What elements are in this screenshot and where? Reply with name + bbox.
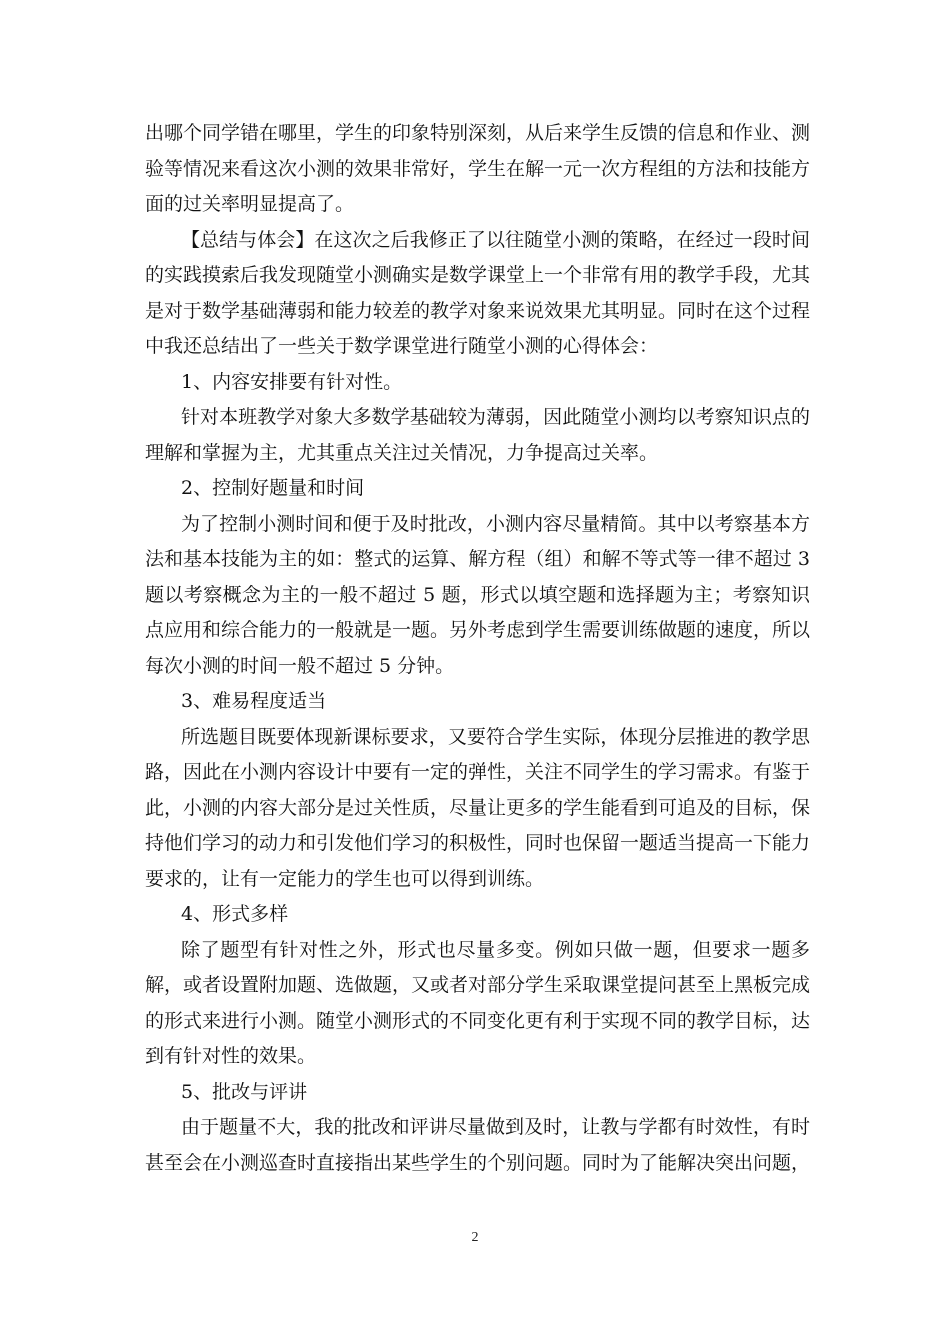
- section-heading-3: 3、难易程度适当: [181, 690, 327, 712]
- paragraph-continuation: 出哪个同学错在哪里，学生的印象特别深刻，从后来学生反馈的信息和作业、测验等情况来看这次小测的效果非常好，学生在解一元一次方程组的方法和技能方面的过关率明显提高了。: [145, 122, 811, 215]
- page-number: 2: [471, 1230, 479, 1245]
- paragraph-section-2: 为了控制小测时间和便于及时批改，小测内容尽量精简。其中以考察基本方法和基本技能为主的如：整式的运算、解方程（组）和解不等式等一律不超过 3 题以考察概念为主的一般不超过 5 题，形式以填空题和选择题为主；考察知识点应用和综合能力的一般就是一题。另外考虑到学生需要训练做题的速度，所以每次小测的时间一般不超过 5 分钟。: [145, 512, 811, 677]
- section-heading-2: 2、控制好题量和时间: [181, 477, 365, 499]
- paragraph-section-1: 针对本班教学对象大多数学基础较为薄弱，因此随堂小测均以考察知识点的理解和掌握为主，尤其重点关注过关情况，力争提高过关率。: [145, 406, 810, 464]
- paragraph-summary: 【总结与体会】在这次之后我修正了以往随堂小测的策略，在经过一段时间的实践摸索后我发现随堂小测确实是数学课堂上一个非常有用的教学手段，尤其是对于数学基础薄弱和能力较差的教学对象来说效果尤其明显。同时在这个过程中我还总结出了一些关于数学课堂进行随堂小测的心得体会：: [145, 228, 811, 357]
- section-heading-4: 4、形式多样: [181, 903, 289, 925]
- paragraph-section-5: 由于题量不大，我的批改和评讲尽量做到及时，让教与学都有时效性，有时甚至会在小测巡查时直接指出某些学生的个别问题。同时为了能解决突出问题，: [145, 1116, 811, 1174]
- section-heading-1: 1、内容安排要有针对性。: [181, 370, 403, 393]
- page-body: [145, 116, 810, 1181]
- paragraph-section-4: 除了题型有针对性之外，形式也尽量多变。例如只做一题，但要求一题多解，或者设置附加题、选做题，又或者对部分学生采取课堂提问甚至上黑板完成的形式来进行小测。随堂小测形式的不同变化更有利于实现不同的教学目标，达到有针对性的效果。: [145, 938, 811, 1067]
- paragraph-section-3: 所选题目既要体现新课标要求，又要符合学生实际，体现分层推进的教学思路，因此在小测内容设计中要有一定的弹性，关注不同学生的学习需求。有鉴于此，小测的内容大部分是过关性质，尽量让更多的学生能看到可追及的目标，保持他们学习的动力和引发他们学习的积极性，同时也保留一题适当提高一下能力要求的，让有一定能力的学生也可以得到训练。: [145, 725, 811, 890]
- section-heading-5: 5、批改与评讲: [181, 1080, 308, 1103]
